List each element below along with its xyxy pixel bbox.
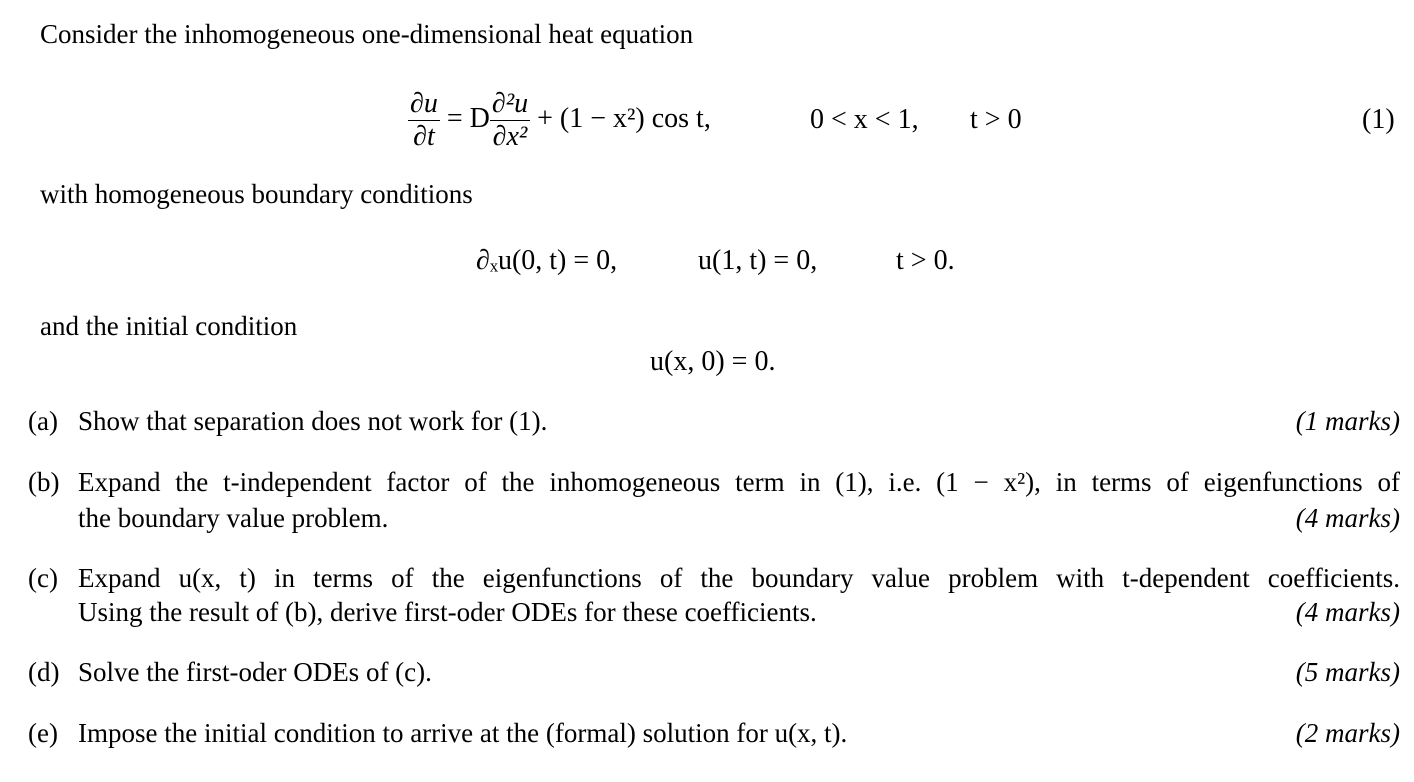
boundary-condition-time: t > 0.	[896, 245, 955, 276]
domain-x: 0 < x < 1,	[810, 104, 919, 135]
fraction-numerator: ∂²u	[491, 88, 529, 119]
heat-equation	[408, 88, 711, 153]
boundary-condition-left: ∂ₓu(0, t) = 0,	[476, 245, 618, 276]
question-label: (e)	[28, 718, 58, 748]
question-item	[28, 562, 1400, 628]
question-text: Show that separation does not work for (1).	[78, 406, 548, 436]
question-marks: (1 marks)	[1295, 406, 1400, 436]
equation-tag: (1)	[1362, 104, 1395, 135]
question-marks: (4 marks)	[1295, 597, 1400, 627]
fraction-denominator: ∂t	[413, 121, 435, 152]
equals-d: = D	[446, 102, 490, 134]
question-item	[28, 717, 1400, 750]
initial-condition: u(x, 0) = 0.	[650, 346, 776, 377]
fraction-numerator: ∂u	[410, 88, 438, 119]
question-label: (b)	[28, 467, 60, 497]
question-item	[28, 656, 1400, 689]
question-marks: (5 marks)	[1295, 657, 1400, 687]
question-text: Using the result of (b), derive first-oder ODEs for these coefficients.	[78, 597, 817, 627]
question-text: the boundary value problem.	[78, 503, 389, 533]
question-label: (c)	[28, 563, 58, 593]
intro-text: and the initial condition	[40, 311, 298, 341]
intro-text: Consider the inhomogeneous one-dimensional heat equation	[40, 19, 694, 49]
fraction-denominator: ∂x²	[492, 121, 528, 152]
question-item	[28, 466, 1400, 532]
boundary-condition-right: u(1, t) = 0,	[698, 245, 818, 276]
question-text: Expand u(x, t) in terms of the eigenfunctions of the boundary value problem with t-dependent coefficients.	[78, 563, 1400, 593]
question-label: (d)	[28, 657, 60, 687]
question-item	[28, 405, 1400, 438]
question-text: Impose the initial condition to arrive at the (formal) solution for u(x, t).	[78, 718, 848, 748]
question-text: Expand the t-independent factor of the inhomogeneous term in (1), i.e. (1 − x²), in terms of eigenfunctions of	[78, 467, 1400, 497]
question-marks: (4 marks)	[1295, 503, 1400, 533]
question-text: Solve the first-oder ODEs of (c).	[78, 657, 432, 687]
source-term: + (1 − x²) cos t,	[537, 102, 711, 134]
second-derivative-fraction	[490, 88, 530, 153]
time-derivative-fraction	[408, 88, 440, 153]
domain-t: t > 0	[970, 104, 1022, 135]
question-label: (a)	[28, 406, 58, 436]
question-marks: (2 marks)	[1295, 718, 1400, 748]
intro-text: with homogeneous boundary conditions	[40, 179, 473, 209]
